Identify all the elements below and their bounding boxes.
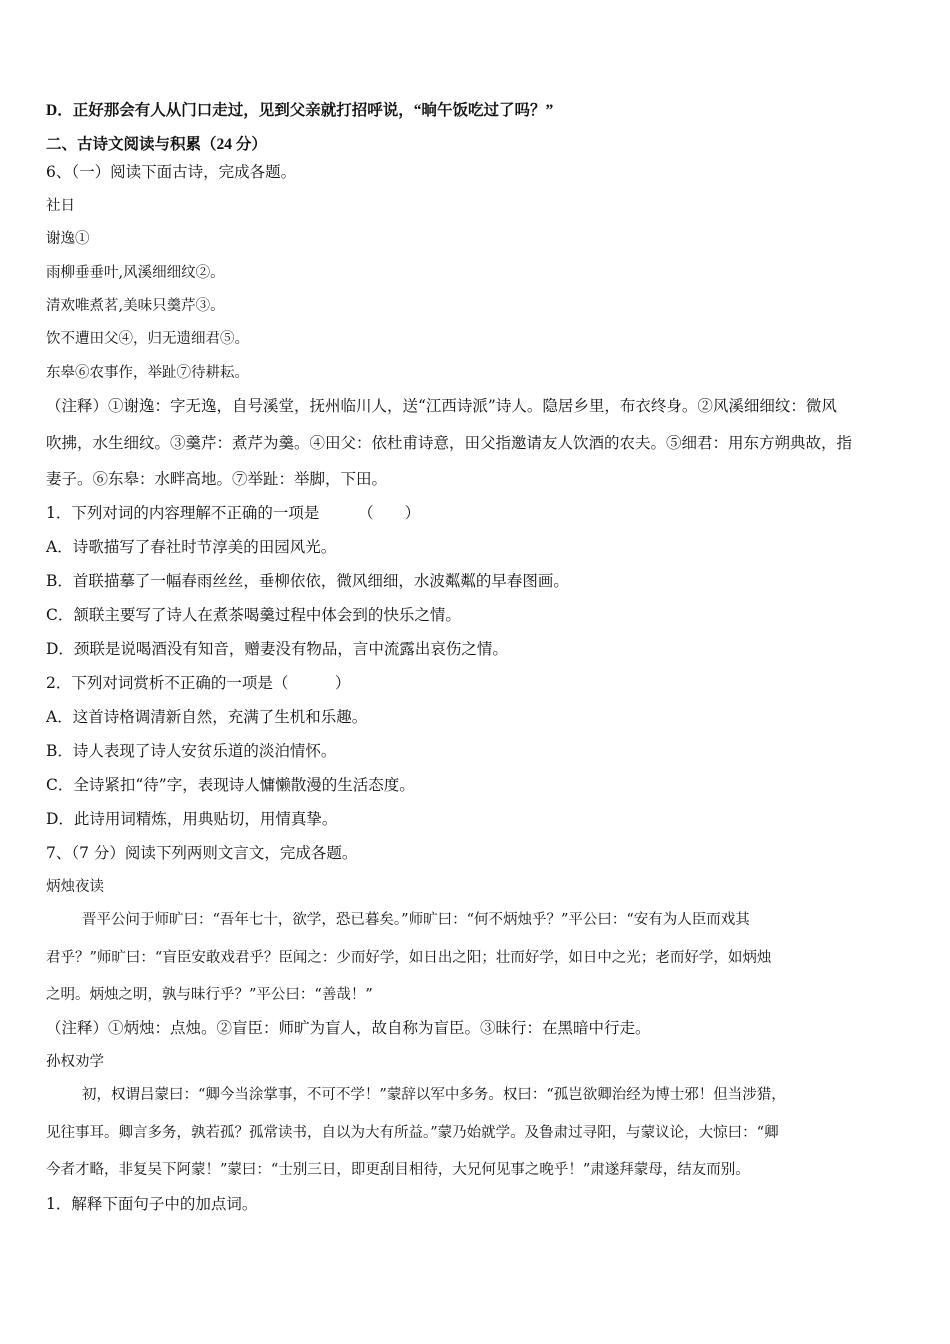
question-6-heading: 6、（一）阅读下面古诗，完成各题。 bbox=[46, 163, 297, 181]
poem-notes-1: （注释）①谢逸：字无逸，自号溪堂，抚州临川人，送“江西诗派”诗人。隐居乡里，布衣终身。②风溪细细纹：微风 bbox=[46, 397, 837, 415]
section-heading: 二、古诗文阅读与积累（24 分） bbox=[46, 136, 267, 153]
q6-1-option-d: D．颈联是说喝酒没有知音，赠妻没有物品，言中流露出哀伤之情。 bbox=[46, 640, 508, 658]
q6-1-option-b: B．首联描摹了一幅春雨丝丝，垂柳依依，微风细细，水波粼粼的早春图画。 bbox=[46, 572, 569, 590]
poem-line-1: 雨柳垂垂叶,风溪细细纹②。 bbox=[46, 265, 225, 281]
option-d-prev: D．正好那会有人从门口走过，见到父亲就打招呼说，“晌午饭吃过了吗？” bbox=[46, 102, 554, 119]
q6-1-option-a: A．诗歌描写了春社时节淳美的田园风光。 bbox=[46, 538, 337, 556]
text-2-title: 孙权劝学 bbox=[46, 1054, 104, 1070]
q6-2-option-c: C．全诗紧扣“待”字，表现诗人慵懒散漫的生活态度。 bbox=[46, 776, 415, 794]
text-1-title: 炳烛夜读 bbox=[46, 879, 104, 895]
poem-title: 社日 bbox=[46, 198, 75, 214]
question-7-heading: 7、（7 分）阅读下列两则文言文，完成各题。 bbox=[46, 844, 358, 862]
q6-2-option-a: A．这首诗格调清新自然，充满了生机和乐趣。 bbox=[46, 708, 368, 726]
text-1-line-3: 之明。炳烛之明，孰与昧行乎？”平公曰：“善哉！” bbox=[46, 987, 373, 1003]
poem-line-4: 东皋⑥农事作，举趾⑦待耕耘。 bbox=[46, 365, 249, 381]
text-2-line-3: 今者才略，非复吴下阿蒙！”蒙曰：“士别三日，即更刮目相待，大兄何见事之晚乎！”肃遂拜蒙母，结友而别。 bbox=[46, 1162, 750, 1178]
poem-notes-2: 吹拂，水生细纹。③羹芹：煮芹为羹。④田父：依杜甫诗意，田父指邀请友人饮酒的农夫。⑤细君：用东方朔典故，指 bbox=[46, 434, 853, 452]
poem-line-3: 饮不遭田父④，归无遗细君⑤。 bbox=[46, 331, 249, 347]
text-1-line-1: 晋平公问于师旷曰：“吾年七十，欲学，恐已暮矣。”师旷曰：“何不炳烛乎？”平公曰：“安有为人臣而戏其 bbox=[82, 912, 750, 928]
poem-notes-3: 妻子。⑥东皋：水畔高地。⑦举趾：举脚，下田。 bbox=[46, 470, 388, 488]
q6-2-option-b: B．诗人表现了诗人安贫乐道的淡泊情怀。 bbox=[46, 742, 337, 760]
question-6-1: 1．下列对词的内容理解不正确的一项是 （ ） bbox=[46, 504, 421, 522]
text-1-line-2: 君乎？”师旷曰：“盲臣安敢戏君乎？臣闻之：少而好学，如日出之阳；壮而好学，如日中之光；老而好学，如炳烛 bbox=[46, 950, 772, 966]
poem-author: 谢逸① bbox=[46, 231, 90, 247]
text-2-line-2: 见往事耳。卿言多务，孰若孤？孤常读书，自以为大有所益。”蒙乃始就学。及鲁肃过寻阳，与蒙议论，大惊曰：“卿 bbox=[46, 1125, 779, 1141]
question-6-2: 2．下列对词赏析不正确的一项是（ ） bbox=[46, 674, 351, 692]
q6-1-option-c: C．颔联主要写了诗人在煮茶喝羹过程中体会到的快乐之情。 bbox=[46, 606, 461, 624]
text-1-notes: （注释）①炳烛：点烛。②盲臣：师旷为盲人，故自称为盲臣。③昧行：在黑暗中行走。 bbox=[46, 1019, 651, 1037]
question-7-1: 1．解释下面句子中的加点词。 bbox=[46, 1195, 258, 1213]
poem-line-2: 清欢唯煮茗,美味只羹芹③。 bbox=[46, 298, 225, 314]
text-2-line-1: 初，权谓吕蒙曰：“卿今当涂掌事，不可不学！”蒙辞以军中多务。权曰：“孤岂欲卿治经为博士邪！但当涉猎， bbox=[82, 1087, 786, 1103]
q6-2-option-d: D．此诗用词精炼，用典贴切，用情真挚。 bbox=[46, 810, 338, 828]
